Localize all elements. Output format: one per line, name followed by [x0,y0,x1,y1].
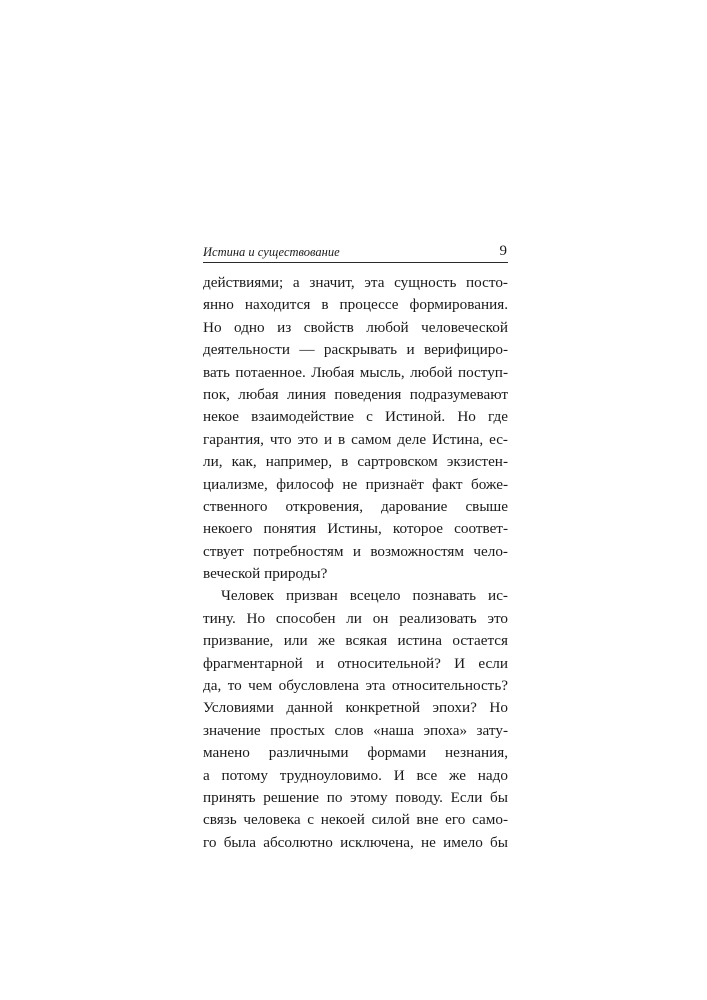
text-line: связь человека с некоей силой вне его само- [203,811,508,829]
text-line: тину. Но способен ли он реализовать это [203,609,508,627]
text-line: го была абсолютно исключена, не имело бы [203,833,508,851]
paragraph-1 [203,272,508,585]
text-line: принять решение по этому поводу. Если бы [203,788,508,806]
text-line: действиями; а значит, эта сущность посто- [203,274,508,291]
text-line: Человек призван всецело познавать ис- [221,587,508,605]
text-line: гарантия, что это и в самом деле Истина, ес- [203,430,508,448]
book-page [203,244,508,854]
text-line: да, то чем обусловлена эта относительность? [203,677,508,695]
paragraph-2 [203,585,508,854]
text-line: Но одно из свойств любой человеческой [203,318,508,336]
text-line: деятельности — раскрывать и верифициро- [203,341,508,359]
running-title: Истина и существование [203,245,340,259]
text-line: некоего понятия Истины, которое соответ- [203,520,508,538]
text-line: а потому трудноуловимо. И все же надо [203,766,508,784]
text-line: ли, как, например, в сартровском экзистен- [203,453,508,471]
text-line: некое взаимодействие с Истиной. Но где [203,408,508,426]
text-line: вать потаенное. Любая мысль, любой поступ- [203,363,508,381]
page-number: 9 [499,243,507,259]
text-line: ствует потребностям и возможностям чело- [203,542,508,560]
text-line: пок, любая линия поведения подразумевают [203,385,508,403]
body-text [203,272,508,854]
text-line: манено различными формами незнания, [203,744,508,762]
running-header [203,244,508,263]
text-line: циализме, философ не признаёт факт боже- [203,475,508,493]
text-line: Условиями данной конкретной эпохи? Но [203,699,508,717]
text-line: веческой природы? [203,565,328,583]
text-line: фрагментарной и относительной? И если [203,654,508,672]
text-line: значение простых слов «наша эпоха» зату- [203,721,508,739]
text-line: янно находится в процессе формирования. [203,296,508,314]
text-line: призвание, или же всякая истина остается [203,632,508,650]
text-line: ственного откровения, дарование свыше [203,497,508,515]
